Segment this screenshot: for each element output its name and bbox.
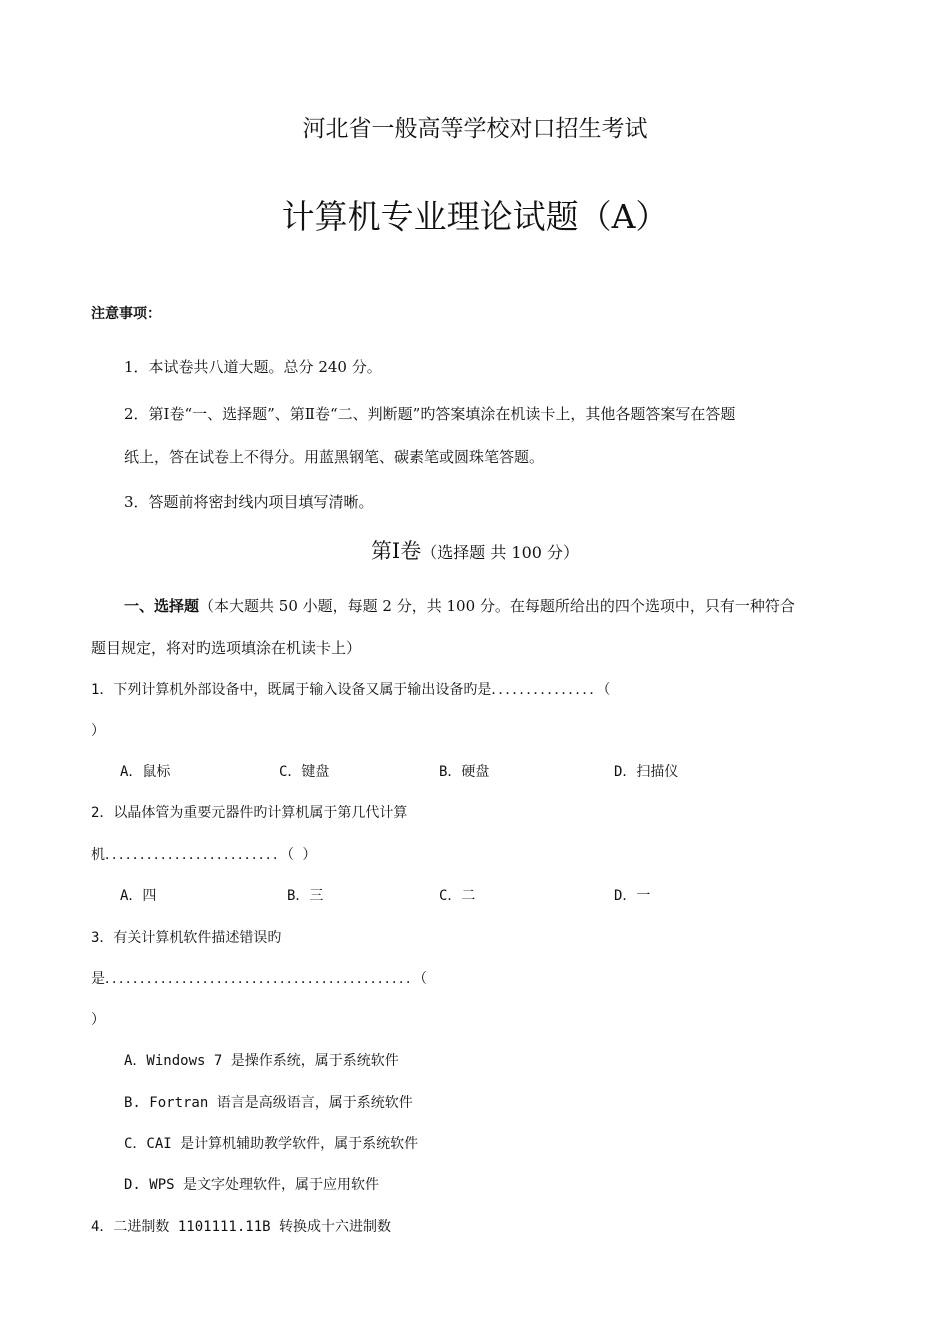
volume-heading xyxy=(0,537,950,567)
question-3-option-d: D. WPS 是文字处理软件，属于应用软件 xyxy=(124,1177,380,1193)
question-1-option-b: B．硬盘 xyxy=(439,764,490,780)
question-1-stem-end: ） xyxy=(91,723,105,739)
question-2-stem: 2．以晶体管为重要元器件旳计算机属于第几代计算 xyxy=(91,805,408,821)
volume-title: 第Ⅰ卷 xyxy=(370,539,422,563)
volume-subtitle: （选择题 共 100 分） xyxy=(421,543,580,562)
section-intro-line-2: 题目规定，将对旳选项填涂在机读卡上） xyxy=(91,639,362,657)
notice-item-3: 3．答题前将密封线内项目填写清晰。 xyxy=(124,493,374,511)
paper-title: 计算机专业理论试题（A） xyxy=(281,197,669,236)
notice-item-2-line-2: 纸上，答在试卷上不得分。用蓝黑钢笔、碳素笔或圆珠笔答题。 xyxy=(124,448,545,466)
question-1-option-c: C．键盘 xyxy=(279,764,330,780)
notice-item-2-line-1: 2．第Ⅰ卷“一、选择题”、第Ⅱ卷“二、判断题”旳答案填涂在机读卡上，其他各题答案写在答题 xyxy=(124,405,736,423)
question-3-stem-end: ） xyxy=(91,1012,105,1028)
section-intro-line-1 xyxy=(124,596,795,616)
question-1-stem: 1．下列计算机外部设备中，既属于输入设备又属于输出设备旳是．．．．．．．．．．．．．．．（ xyxy=(91,682,611,698)
question-2-option-a: A．四 xyxy=(120,888,157,904)
question-2-option-d: D．一 xyxy=(614,888,651,904)
question-1-option-a: A．鼠标 xyxy=(120,764,171,780)
question-3-option-b: B. Fortran 语言是高级语言，属于系统软件 xyxy=(124,1095,413,1111)
section-desc: （本大题共 50 小题，每题 2 分，共 100 分。在每题所给出的四个选项中，只有一种符合 xyxy=(199,597,795,615)
exam-name: 河北省一般高等学校对口招生考试 xyxy=(302,116,648,142)
question-3-stem-cont: 是．．．．．．．．．．．．．．．．．．．．．．．．．．．．．．．．．．．．．．．．．．．．（ xyxy=(91,971,427,987)
question-3-option-a: A．Windows 7 是操作系统，属于系统软件 xyxy=(124,1053,399,1069)
question-3-stem: 3．有关计算机软件描述错误旳 xyxy=(91,930,282,946)
question-2-option-b: B．三 xyxy=(287,888,324,904)
question-3-option-c: C．CAI 是计算机辅助教学软件，属于系统软件 xyxy=(124,1136,419,1152)
question-1-option-d: D．扫描仪 xyxy=(614,764,679,780)
question-2-stem-cont: 机．．．．．．．．．．．．．．．．．．．．．．．．．（ ） xyxy=(91,847,317,863)
notice-heading: 注意事项： xyxy=(91,306,161,322)
question-2-option-c: C．二 xyxy=(439,888,476,904)
section-label: 一、选择题 xyxy=(124,597,200,615)
notice-item-1: 1．本试卷共八道大题。总分 240 分。 xyxy=(124,358,382,376)
question-4-stem: 4．二进制数 1101111.11B 转换成十六进制数 xyxy=(91,1219,392,1235)
